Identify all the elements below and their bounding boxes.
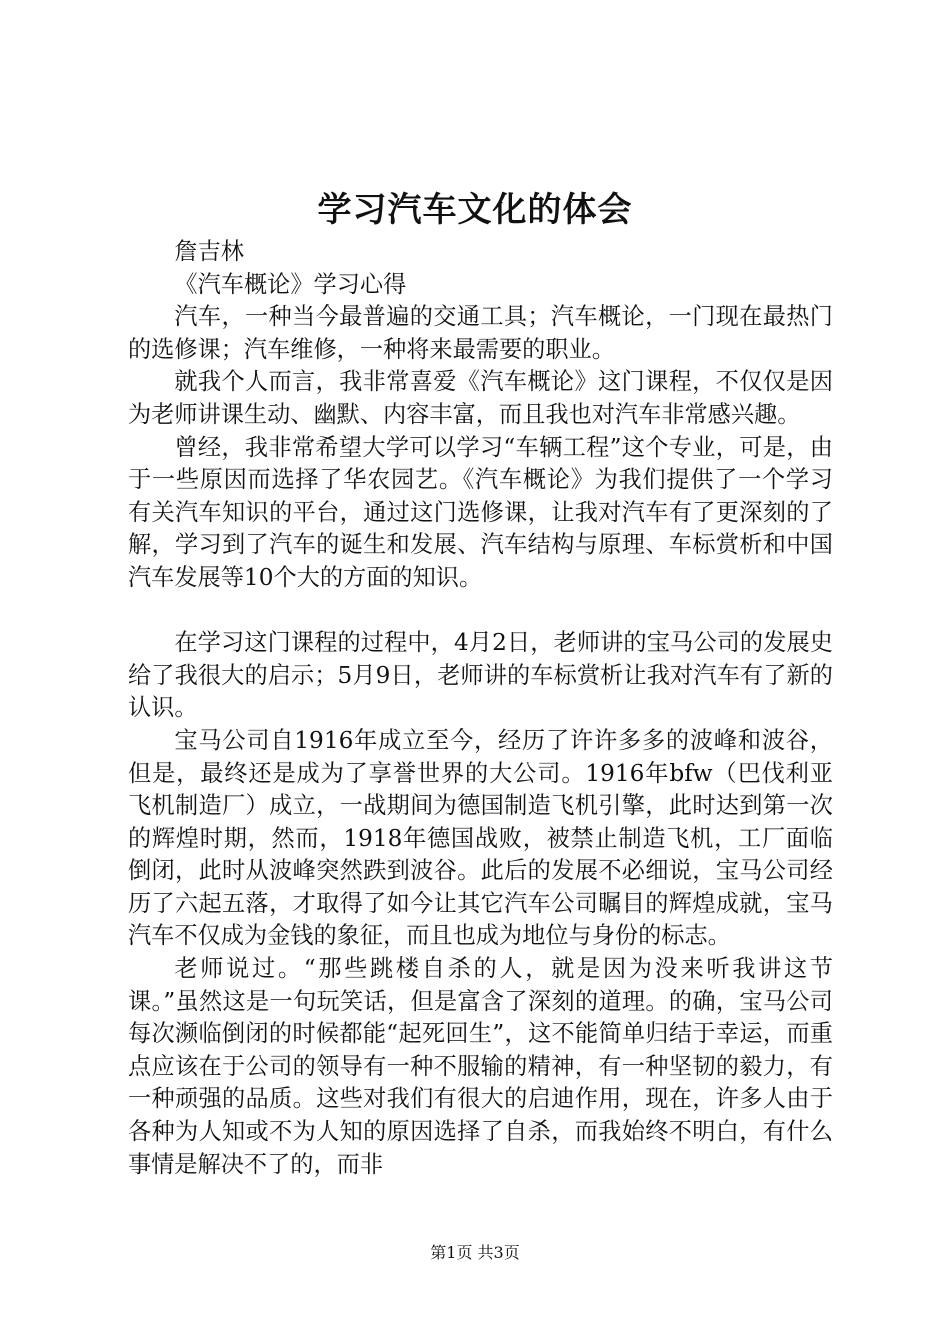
subtitle-line: 《汽车概论》学习心得 <box>174 270 407 298</box>
paragraph: 就我个人而言，我非常喜爱《汽车概论》这门课程，不仅仅是因为老师讲课生动、幽默、内容丰富，而且我也对汽车非常感兴趣。 <box>128 368 833 428</box>
document-title: 学习汽车文化的体会 <box>317 190 633 230</box>
paragraph: 老师说过。“那些跳楼自杀的人，就是因为没来听我讲这节课。”虽然这是一句玩笑话，但是富含了深刻的道理。的确，宝马公司每次濒临倒闭的时候都能“起死回生”，这不能简单归结于幸运，而重点应该在于公司的领导有一种不服输的精神，有一种坚韧的毅力，有一种顽强的品质。这些对我们有很大的启迪作用，现在，许多人由于各种为人知或不为人知的原因选择了自杀，而我始终不明白，有什么事情是解决不了的，而非 <box>128 955 833 1178</box>
document-body <box>128 236 833 1181</box>
page-footer: 第1页 共3页 <box>430 1243 520 1262</box>
paragraph: 汽车，一种当今最普遍的交通工具；汽车概论，一门现在最热门的选修课；汽车维修，一种将来最需要的职业。 <box>128 303 833 363</box>
author-line: 詹吉林 <box>174 238 244 265</box>
paragraph: 曾经，我非常希望大学可以学习“车辆工程”这个专业，可是，由于一些原因而选择了华农园艺。《汽车概论》为我们提供了一个学习有关汽车知识的平台，通过这门选修课，让我对汽车有了更深刻的了解，学习到了汽车的诞生和发展、汽车结构与原理、车标赏析和中国汽车发展等10个大的方面的知识。 <box>128 433 833 591</box>
paragraph: 在学习这门课程的过程中，4月2日，老师讲的宝马公司的发展史给了我很大的启示；5月9日，老师讲的车标赏析让我对汽车有了新的认识。 <box>128 629 833 722</box>
paragraph: 宝马公司自1916年成立至今，经历了许许多多的波峰和波谷，但是，最终还是成为了享誉世界的大公司。1916年bfw（巴伐利亚飞机制造厂）成立，一战期间为德国制造飞机引擎，此时达到第一次的辉煌时期，然而，1918年德国战败，被禁止制造飞机，工厂面临倒闭，此时从波峰突然跌到波谷。此后的发展不必细说，宝马公司经历了六起五落，才取得了如今让其它汽车公司瞩目的辉煌成就，宝马汽车不仅成为金钱的象征，而且也成为地位与身份的标志。 <box>128 726 833 950</box>
